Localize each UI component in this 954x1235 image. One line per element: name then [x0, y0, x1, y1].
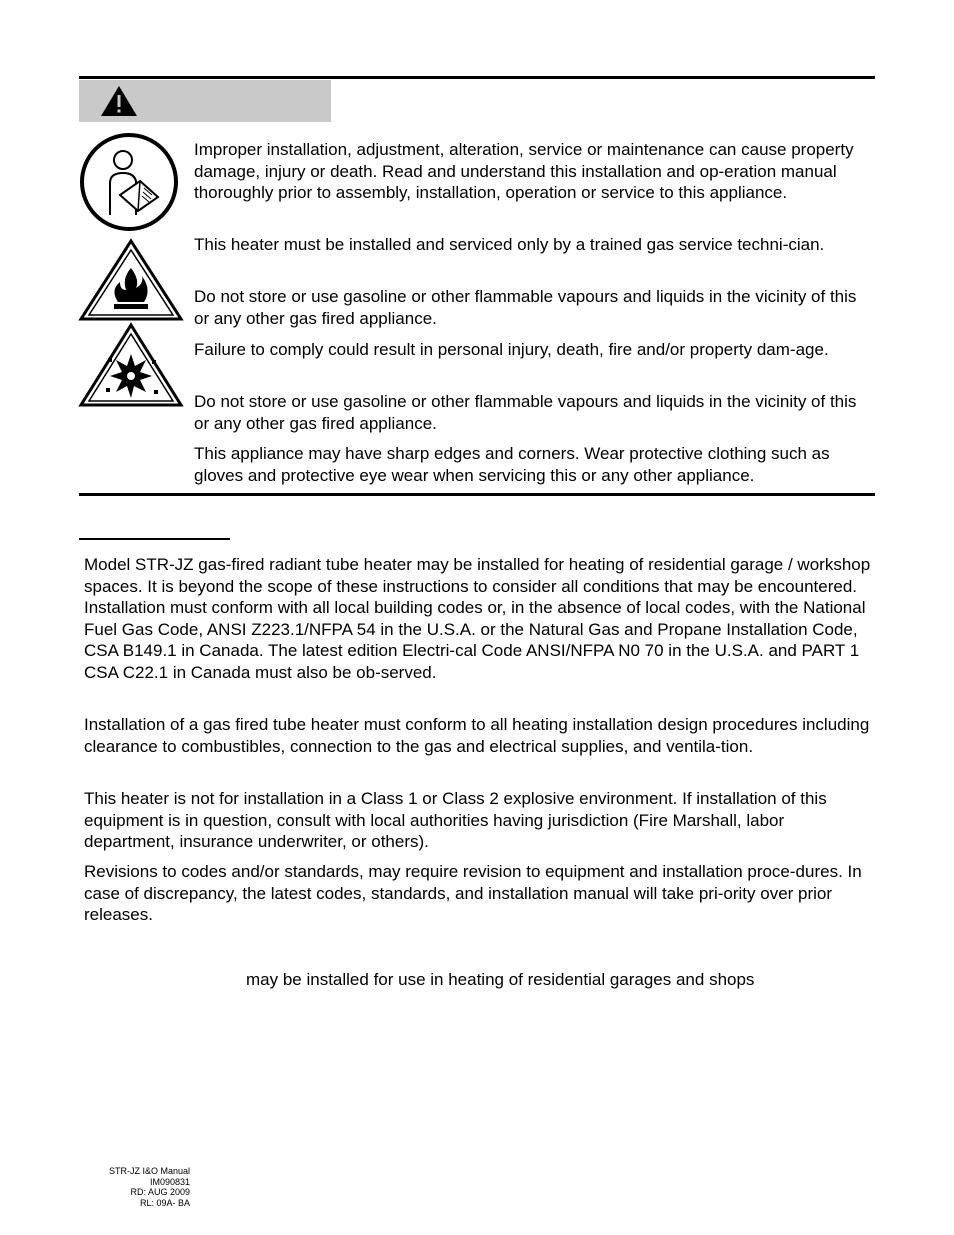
warning-paragraph: Failure to comply could result in personal injury, death, fire and/or property dam-age.: [194, 340, 829, 359]
warning-paragraph: Improper installation, adjustment, alteration, service or maintenance can cause property damage, injury or death. Read and understand this installation and op-eration manual thoroughly prior to assembly, installation, operation or service to this appliance.: [194, 140, 854, 202]
application-text: may be installed for use in heating of residential garages and shops: [246, 970, 755, 989]
warning-header-bar: [79, 80, 331, 122]
warning-bottom-rule: [79, 493, 875, 496]
warning-paragraph: This appliance may have sharp edges and corners. Wear protective clothing such as gloves and protective eye wear when servicing this or any other appliance.: [194, 444, 830, 485]
footer-doc-id: IM090831: [149, 1176, 190, 1187]
warning-paragraph: This heater must be installed and serviced only by a trained gas service techni-cian.: [194, 235, 825, 254]
explosive-icon: [78, 322, 184, 408]
read-manual-icon: [78, 131, 180, 233]
flammable-icon: [78, 238, 184, 322]
warning-paragraph: Do not store or use gasoline or other flammable vapours and liquids in the vicinity of this or any other gas fired appliance.: [194, 392, 857, 433]
warning-triangle-icon: [99, 84, 139, 118]
footer-release-level: RL: 09A- BA: [139, 1198, 190, 1209]
top-rule: [79, 76, 875, 79]
general-paragraph: Installation of a gas fired tube heater must conform to all heating installation design procedures including clearance to combustibles, connection to the gas and electrical supplies, and ventila-tion.: [84, 715, 870, 756]
general-paragraph: Model STR-JZ gas-fired radiant tube heater may be installed for heating of residential garage / workshop spaces. It is beyond the scope of these instructions to consider all conditions that may be encountered. Installation must conform with all local building codes or, in the absence of local codes, with the National Fuel Gas Code, ANSI Z223.1/NFPA 54 in the U.S.A. or the Natural Gas and Propane Installation Code, CSA B149.1 in Canada. The latest edition Electri-cal Code ANSI/NFPA N0 70 in the U.S.A. and PART 1 CSA C22.1 in Canada must also be ob-served.: [84, 555, 871, 682]
general-paragraph: Revisions to codes and/or standards, may require revision to equipment and installation proce-dures. In case of discrepancy, the latest codes, standards, and installation manual will take pri-ority over prior releases.: [84, 862, 862, 924]
section-heading-underline: [79, 538, 230, 540]
warning-paragraph: Do not store or use gasoline or other flammable vapours and liquids in the vicinity of this or any other gas fired appliance.: [194, 287, 857, 328]
footer-manual-title: STR-JZ I&O Manual: [108, 1166, 190, 1176]
footer-release-date: RD: AUG 2009: [130, 1187, 190, 1198]
general-paragraph: This heater is not for installation in a Class 1 or Class 2 explosive environment. If installation of this equipment is in question, consult with local authorities having jurisdiction (Fire Marshall, labor department, insurance underwriter, or others).: [84, 789, 827, 851]
document-footer: [80, 1166, 190, 1209]
